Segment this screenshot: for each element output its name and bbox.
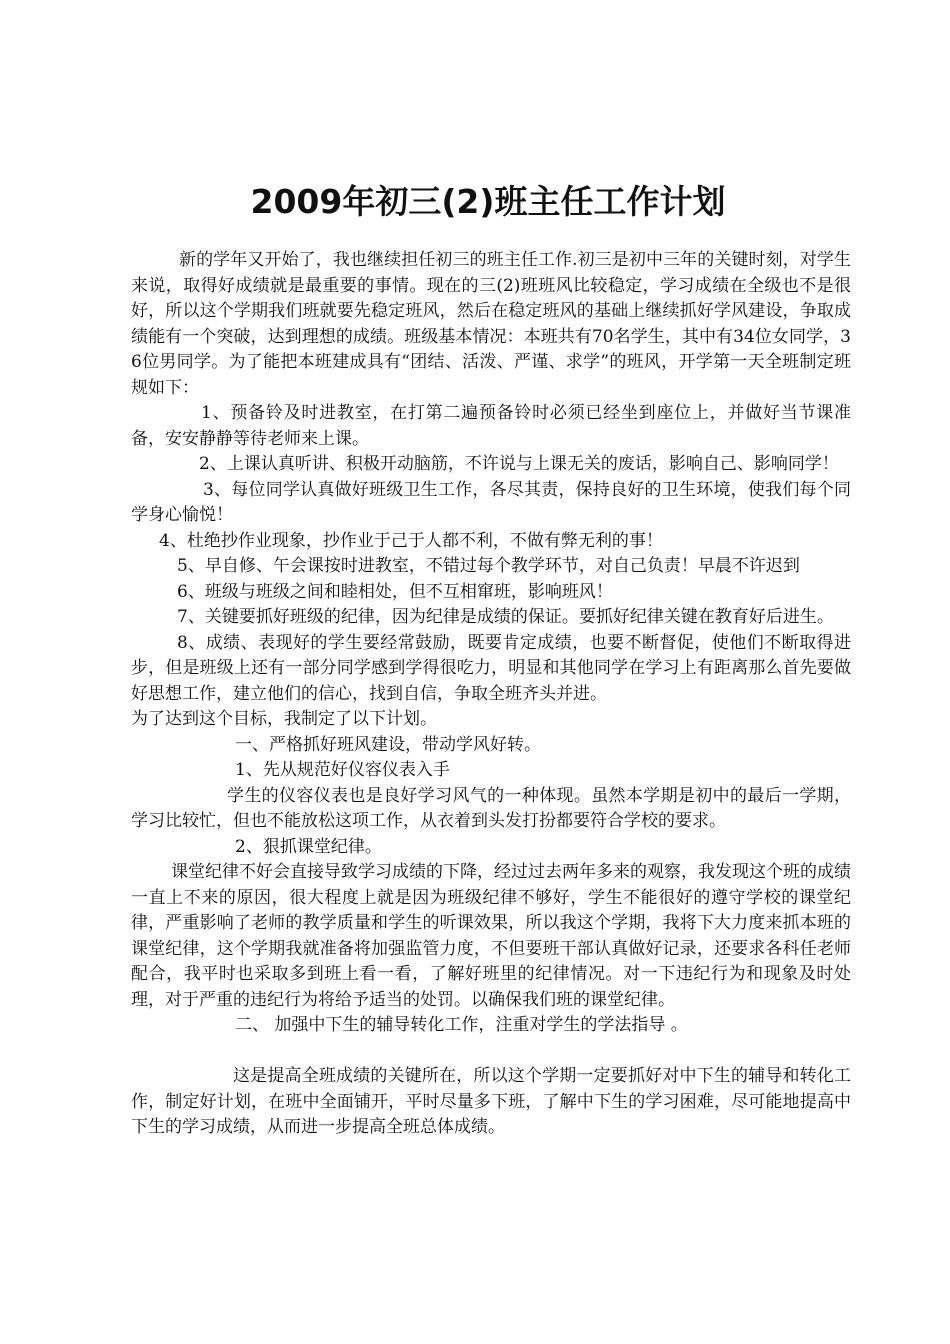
- document-body: [131, 248, 851, 1141]
- rule-4: 4、杜绝抄作业现象，抄作业于己于人都不利，不做有弊无利的事！: [159, 530, 663, 551]
- section-2-heading: 二、 加强中下生的辅导转化工作，注重对学生的学法指导 。: [235, 1015, 688, 1035]
- blank-line: [131, 1039, 851, 1065]
- paragraph-intro: 新的学年又开始了，我也继续担任初三的班主任工作.初三是初中三年的关键时刻，对学生来说，取得好成绩就是最重要的事情。现在的三(2)班班风比较稳定，学习成绩在全级也不是很好，所以这个学期我们班就要先稳定班风，然后在稳定班风的基础上继续抓好学风建设，争取成绩能有一个突破，达到理想的成绩。班级基本情况：本班共有70名学生，其中有34位女同学，36位男同学。为了能把本班建成具有“团结、活泼、严谨、求学”的班风，开学第一天全班制定班规如下：: [131, 250, 851, 398]
- rule-7: 7、关键要抓好班级的纪律，因为纪律是成绩的保证。要抓好纪律关键在教育好后进生。: [177, 607, 834, 627]
- subsection-2-heading: 2、狠抓课堂纪律。: [235, 836, 382, 857]
- rule-1: 1、预备铃及时进教室，在打第二遍预备铃时必须已经坐到座位上，并做好当节课准备，安安静静等待老师来上课。: [131, 403, 851, 449]
- rule-5: 5、早自修、午会课按时进教室，不错过每个教学环节，对自己负责！早晨不许迟到: [177, 556, 800, 576]
- rule-2: 2、上课认真听讲、积极开动脑筋，不许说与上课无关的废话，影响自己、影响同学！: [199, 454, 839, 474]
- plan-intro: 为了达到这个目标，我制定了以下计划。: [131, 709, 437, 729]
- document-title: 2009年初三(2)班主任工作计划: [250, 182, 726, 221]
- section-2-text: 这是提高全班成绩的关键所在，所以这个学期一定要抓好对中下生的辅导和转化工作，制定好计划，在班中全面铺开，平时尽量多下班，了解中下生的学习困难，尽可能地提高中下生的学习成绩，从而进一步提高全班总体成绩。: [131, 1066, 851, 1137]
- section-1-heading: 一、严格抓好班风建设，带动学风好转。: [235, 734, 541, 755]
- subsection-1-heading: 1、先从规范好仪容仪表入手: [235, 760, 450, 780]
- rule-8: 8、成绩、表现好的学生要经常鼓励，既要肯定成绩，也要不断督促，使他们不断取得进步，但是班级上还有一部分同学感到学得很吃力，明显和其他同学在学习上有距离那么首先要做好思想工作，建立他们的信心，找到自信，争取全班齐头并进。: [131, 632, 851, 704]
- subsection-2-text: 课堂纪律不好会直接导致学习成绩的下降，经过过去两年多来的观察，我发现这个班的成绩一直上不来的原因，很大程度上就是因为班级纪律不够好，学生不能很好的遵守学校的课堂纪律，严重影响了老师的教学质量和学生的听课效果，所以我这个学期，我将下大力度来抓本班的课堂纪律，这个学期我就准备将加强监管力度，不但要班干部认真做好记录，还要求各科任老师配合，我平时也采取多到班上看一看，了解好班里的纪律情况。对一下违纪行为和现象及时处理，对于严重的违纪行为将给予适当的处罚。以确保我们班的课堂纪律。: [131, 862, 851, 1010]
- subsection-1-text: 学生的仪容仪表也是良好学习风气的一种体现。虽然本学期是初中的最后一学期，学习比较忙，但也不能放松这项工作，从衣着到头发打扮都要符合学校的要求。: [131, 785, 851, 831]
- rule-6: 6、班级与班级之间和睦相处，但不互相窜班，影响班风！: [177, 581, 613, 602]
- rule-3: 3、每位同学认真做好班级卫生工作，各尽其责，保持良好的卫生环境，使我们每个同学身心愉悦！: [131, 479, 851, 525]
